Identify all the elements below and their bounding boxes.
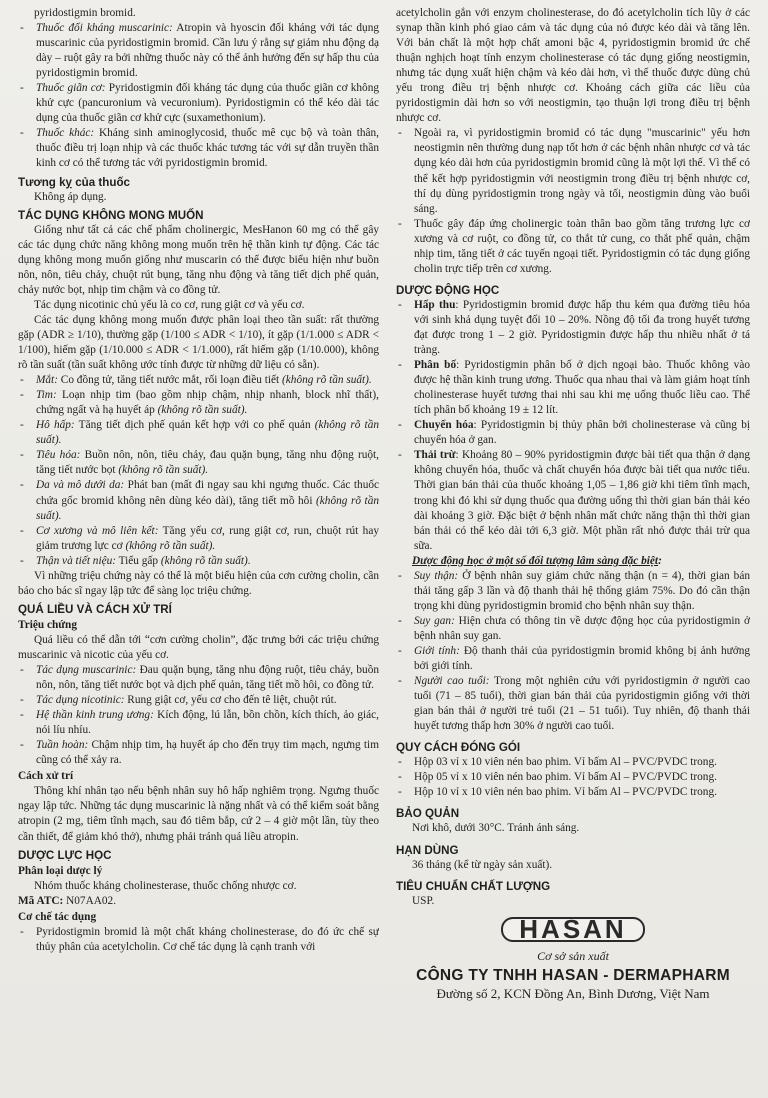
item-text: Rung giật cơ, yếu cơ cho đến tê liệt, chuột rút.	[124, 694, 337, 707]
item-text: Chậm nhịp tim, hạ huyết áp cho đến trụy tim mạch, ngưng tim cũng có thể xảy ra.	[36, 739, 379, 767]
hasan-logo: HASAN	[501, 917, 644, 942]
special-item	[396, 614, 750, 644]
side-effect-item	[18, 418, 379, 448]
item-label: Chuyển hóa	[414, 419, 474, 432]
interaction-item	[18, 81, 379, 126]
heading-packaging: QUY CÁCH ĐÓNG GÓI	[396, 741, 521, 755]
paragraph: Nhóm thuốc kháng cholinesterase, thuốc chống nhược cơ.	[34, 879, 297, 892]
mechanism-item: - Pyridostigmin bromid là một chất kháng cholinesterase, do đó ức chế sự thủy phân của acetylcholin. Cơ chế tác dụng là cạnh tranh với	[18, 925, 379, 955]
special-item	[396, 674, 750, 734]
item-label: Da và mô dưới da:	[36, 479, 125, 492]
overdose-item	[18, 663, 379, 693]
item-label: Cơ xương và mô liên kết:	[36, 524, 159, 537]
item-label: Tác dụng muscarinic:	[36, 664, 137, 677]
item-text: Đau quặn bụng, tăng nhu động ruột, tiêu chảy, buồn nôn, nôn, tăng tiết nước bọt và dịch phế quản, tăng tiết mồ hôi, co đồng tử.	[36, 664, 379, 692]
side-effect-item	[18, 554, 379, 569]
item-label: Thận và tiết niệu:	[36, 554, 117, 567]
item-text: Tăng tiết dịch phế quản kết hợp với co phế quản	[74, 419, 315, 432]
item-label: Thuốc giãn cơ:	[36, 82, 106, 95]
item-label: Thuốc khác:	[36, 127, 95, 140]
item-frequency: (không rõ tần suất).	[118, 464, 209, 477]
pk-item	[396, 448, 750, 553]
paragraph: Thông khí nhân tạo nếu bệnh nhân suy hô hấp nghiêm trọng. Ngưng thuốc ngay lập tức. Những tác dụng muscarinic là nặng nhất và có thể kiểm soát bằng atropin (2 mg, tiêm tĩnh mạch, sau đó tiêm bắp, cứ 2 – 4 giờ một lần, tùy theo cần thiết, để giảm khó thở), nhưng phải tránh quá liều atropin.	[18, 785, 379, 843]
paragraph: Các tác dụng không mong muốn được phân loại theo tần suất: rất thường gặp (ADR ≥ 1/10), thường gặp (1/100 ≤ ADR < 1/10), ít gặp (1/1.000 ≤ ADR < 1/100), hiếm gặp (1/10.000 ≤ ADR < 1/1.000), rất hiếm gặp (1/10.000), không rõ tần suất (tần suất không ước tính được từ những dữ liệu có sẵn).	[18, 313, 379, 372]
heading-pharmacokinetics: DƯỢC ĐỘNG HỌC	[396, 283, 500, 297]
paragraph: Quá liều có thể dẫn tới “cơn cường cholin”, đặc trưng bởi các triệu chứng muscarinic và nicotic của yếu cơ.	[18, 633, 379, 661]
item-label: Tác dụng nicotinic:	[36, 694, 125, 707]
item-label: Hấp thu	[414, 298, 456, 311]
subheading-treatment: Cách xử trí	[18, 770, 74, 783]
interaction-item	[18, 21, 379, 81]
subheading-symptoms: Triệu chứng	[18, 618, 77, 631]
item-label: Tim:	[36, 389, 57, 402]
paragraph: 36 tháng (kể từ ngày sản xuất).	[412, 858, 553, 871]
pack-item: - Hộp 05 vỉ x 10 viên nén bao phim. Vỉ bấm Al – PVC/PVDC trong.	[396, 770, 750, 785]
subheading-group: Phân loại dược lý	[18, 864, 103, 877]
item-text: Pyridostigmin đối kháng tác dụng của thuốc giãn cơ không khử cực (pancuronium và vecuronium). Pyridostigmin có thể kéo dài tác dụng của thuốc giãn cơ khử cực (suxamethonium).	[36, 82, 379, 125]
item-label: Phân bố	[414, 359, 457, 372]
item-text: Loạn nhịp tim (bao gồm nhịp chậm, nhịp nhanh, block nhĩ thất), chứng ngất và hạ huyết áp	[36, 389, 379, 417]
pk-item	[396, 418, 750, 448]
subheading-mechanism: Cơ chế tác dụng	[18, 910, 97, 923]
item-label: Thuốc đối kháng muscarinic:	[36, 22, 173, 35]
pack-item: - Hộp 03 vỉ x 10 viên nén bao phim. Vỉ bấm Al – PVC/PVDC trong.	[396, 755, 750, 770]
item-label: Suy thận:	[414, 569, 459, 582]
heading-side-effects: TÁC DỤNG KHÔNG MONG MUỐN	[18, 208, 204, 222]
item-frequency: (không rõ tần suất).	[125, 539, 216, 552]
left-column	[18, 6, 379, 1092]
side-effect-item	[18, 388, 379, 418]
paragraph: Không áp dụng.	[34, 190, 107, 203]
item-frequency: (không rõ tần suất).	[36, 419, 379, 447]
item-text: : Pyridostigmin bromid được hấp thu kém qua đường tiêu hóa với sinh khả dụng tuyệt đối 10 – 20%. Nồng độ tối đa trong huyết tương đạt được trong 1 – 2 giờ. Pyridostigmin được hấp thu nhiều nhất ở tá tràng.	[414, 298, 750, 357]
pk-item	[396, 358, 750, 418]
item-label: Hô hấp:	[36, 419, 75, 432]
heading-pharmacodynamics: DƯỢC LỰC HỌC	[18, 848, 112, 862]
side-effect-item	[18, 373, 379, 388]
item-label: Giới tính:	[414, 644, 460, 657]
overdose-item	[18, 708, 379, 738]
item-frequency: (không rõ tần suất).	[160, 554, 251, 567]
item-text: Độ thanh thải của pyridostigmin bromid không bị ảnh hưởng bởi giới tính.	[414, 644, 750, 673]
item-text: Tiểu gấp	[116, 554, 161, 567]
heading-compatibility: Tương kỵ của thuốc	[18, 175, 130, 189]
paragraph: Tác dụng nicotinic chủ yếu là co cơ, rung giật cơ và yếu cơ.	[34, 298, 305, 311]
special-item	[396, 569, 750, 614]
overdose-item	[18, 738, 379, 768]
item-label: Tuần hoàn:	[36, 739, 89, 752]
item-text: Tăng yếu cơ, rung giật cơ, run, chuột rút hay giảm trương lực cơ	[36, 524, 379, 552]
item-frequency: (không rõ tần suất).	[282, 374, 372, 387]
heading-expiry: HẠN DÙNG	[396, 843, 459, 857]
item-label: Mắt:	[36, 374, 58, 387]
special-colon: :	[658, 554, 662, 567]
heading-quality-standard: TIÊU CHUẨN CHẤT LƯỢNG	[396, 879, 551, 893]
heading-storage: BẢO QUẢN	[396, 807, 460, 821]
side-effect-item	[18, 478, 379, 523]
item-label: Thải trừ	[414, 449, 456, 462]
item-text: Hiện chưa có thông tin về dược động học của pyridostigmin ở bệnh nhân suy gan.	[414, 614, 750, 642]
heading-overdose: QUÁ LIỀU VÀ CÁCH XỬ TRÍ	[18, 602, 172, 616]
pack-item: - Hộp 10 vỉ x 10 viên nén bao phim. Vỉ bấm Al – PVC/PVDC trong.	[396, 785, 750, 800]
atc-label: Mã ATC:	[18, 894, 64, 907]
side-effect-item	[18, 524, 379, 554]
manufacturer-info	[396, 949, 750, 1001]
overdose-item	[18, 693, 379, 708]
item-frequency: (không rõ tần suất).	[36, 494, 379, 522]
atc-value: N07AA02.	[63, 894, 117, 907]
paragraph: Nơi khô, dưới 30°C. Tránh ánh sáng.	[412, 822, 580, 835]
item-text: Phát ban (mất đi ngay sau khi ngưng thuốc. Các thuốc chứa gốc bromid không nên dùng kéo dài), tăng tiết mồ hôi	[36, 479, 379, 507]
right-column	[396, 6, 750, 1092]
item-label: Người cao tuổi:	[414, 675, 490, 688]
paragraph: Vì những triệu chứng này có thể là một biểu hiện của cơn cường cholin, cần báo cho bác sĩ ngay lập tức để sàng lọc triệu chứng.	[18, 569, 379, 597]
company-address: Đường số 2, KCN Đồng An, Bình Dương, Việt Nam	[436, 985, 710, 1001]
paragraph: USP.	[412, 894, 435, 907]
side-effect-item	[18, 448, 379, 478]
item-label: Suy gan:	[414, 614, 455, 627]
paragraph: pyridostigmin bromid.	[34, 7, 136, 19]
item-text: Kháng sinh aminoglycosid, thuốc mê cục bộ và toàn thân, thuốc điều trị loạn nhịp và các thuốc khác tương tác với sự dẫn truyền thần kinh cơ có thể tương tác với pyridostigmin bromid.	[36, 127, 379, 170]
item-label: Hệ thần kinh trung ương:	[36, 709, 154, 722]
logo-area	[396, 913, 750, 944]
item-text: : Pyridostigmin bị thủy phân bởi cholinesterase và cũng bị chuyển hóa ở gan.	[414, 419, 750, 447]
item-text: Kích động, lú lẫn, bồn chồn, kích thích, ảo giác, nói líu nhíu.	[36, 709, 379, 737]
item-text: : Khoảng 80 – 90% pyridostigmin được bài tiết qua thận ở dạng không chuyển hóa, thuốc và chất chuyển hóa được bài tiết qua nước tiểu. Thời gian bán thải của thuốc khoảng 1,05 – 1,86 giờ khi tiêm tĩnh mạch, trong khi đó khi sử dụng thuốc qua đường uống thì thời gian bán thải kéo dài khoảng 3 giờ. Đặc biệt ở bệnh nhân mất chức năng thận thì thời gian bán thải có thể kéo dài tới 6,3 giờ. Một phần rất nhỏ được thải trừ qua sữa.	[414, 449, 750, 552]
paragraph: acetylcholin gắn với enzym cholinesterase, do đó acetylcholin tích lũy ở các synap thần kinh phó giao cảm và tác dụng của nó được kéo dài và tăng lên. Với bản chất là một hợp chất amoni bậc 4, pyridostigmin bromid ức chế thuận nghịch hoạt tính enzym cholinesterase có tác dụng giống neostigmin, nhưng tác dụng xuất hiện chậm và kéo dài hơn, vì thế thuốc được dùng chủ yếu trong điều trị bệnh nhược cơ. Khoảng cách giữa các liều của pyridostigmin dài hơn so với neostigmin, tạo thuận lợi trong điều trị bệnh nhược cơ.	[396, 7, 750, 125]
item-frequency: (không rõ tần suất).	[157, 404, 248, 417]
paragraph: Giống như tất cả các chế phẩm cholinergic, MesHanon 60 mg có thể gây các tác dụng chức năng không mong muốn trên hệ thần kinh tự động. Các tác dụng không mong muốn giống như muscarin có thể được biểu hiện như buồn nôn, nôn, tiêu chảy, chuột rút bụng, tăng nhu động và tăng tiết dịch phế quản, chảy nước bọt, nhịp tim chậm và co đồng tử.	[18, 223, 379, 296]
mechanism-item: - Ngoài ra, vì pyridostigmin bromid có tác dụng "muscarinic" yếu hơn neostigmin nên thường dung nạp tốt hơn ở các bệnh nhân nhược cơ và tác dụng kéo dài hơn của pyridostigmin bromid cũng là một lợi thế. Vì thế có thể kết hợp pyridostigmin với neostigmin trong điều trị bệnh nhược cơ, thí dụ dùng pyridostigmin trong ngày và tối, neostigmin dùng vào buổi sáng.	[396, 126, 750, 216]
special-populations-heading	[396, 554, 750, 569]
special-title: Dược động học ở một số đối tượng lâm sàng đặc biệt	[412, 554, 659, 567]
item-label: Tiêu hóa:	[36, 449, 81, 462]
company-name: CÔNG TY TNHH HASAN - DERMAPHARM	[416, 966, 730, 984]
item-text: Buồn nôn, nôn, tiêu chảy, đau quặn bụng, tăng nhu động ruột, tăng tiết nước bọt	[36, 449, 379, 477]
pk-item	[396, 298, 750, 358]
item-text: Atropin và hyoscin đối kháng với tác dụng muscarinic của pyridostigmin bromid. Cần lưu ý rằng sự giảm nhu động dạ dày – ruột gây ra bởi những thuốc này có thể ảnh hưởng đến sự hấp thu của pyridostigmin bromid.	[36, 22, 379, 80]
mechanism-item: - Thuốc gây đáp ứng cholinergic toàn thân bao gồm tăng trương lực cơ xương và cơ ruột, co đồng tử, co thắt tử cung, co thắt phế quản, chậm nhịp tim, tăng tiết ở các tuyến ngoại tiết. Pyridostigmin có tác dụng giống cholin trực tiếp trên cơ xương.	[396, 217, 750, 277]
special-item	[396, 644, 750, 674]
manufacturer-label: Cơ sở sản xuất	[537, 948, 609, 963]
item-text: : Pyridostigmin phân bố ở dịch ngoại bào. Thuốc không vào được hệ thần kinh trung ương. Thuốc qua nhau thai và làm giảm hoạt tính cholinesterase huyết tương thai nhi sau khi mẹ uống thuốc liều cao. Thể tích phân bố khoảng 19 ± 12 lít.	[414, 359, 750, 417]
item-text: Ở bệnh nhân suy giảm chức năng thận (n = 4), thời gian bán thải tăng gấp 3 lần và độ thanh thải hệ thống giảm 75%. Do đó cần thận trọng khi dùng pyridostigmin bromid cho bệnh nhân suy thận.	[414, 569, 750, 612]
atc-code	[18, 894, 379, 909]
item-text: Trong một nghiên cứu với pyridostigmin ở người cao tuổi (71 – 85 tuổi), thời gian bán thải của pyridostigmin giống với thời gian bán thải ở người trẻ tuổi (21 – 51 tuổi). Tuy nhiên, độ thanh thải huyết tương thấp hơn 30% ở người cao tuổi.	[414, 675, 750, 733]
interaction-item	[18, 126, 379, 171]
item-text: Co đồng tử, tăng tiết nước mắt, rối loạn điều tiết	[57, 374, 283, 387]
